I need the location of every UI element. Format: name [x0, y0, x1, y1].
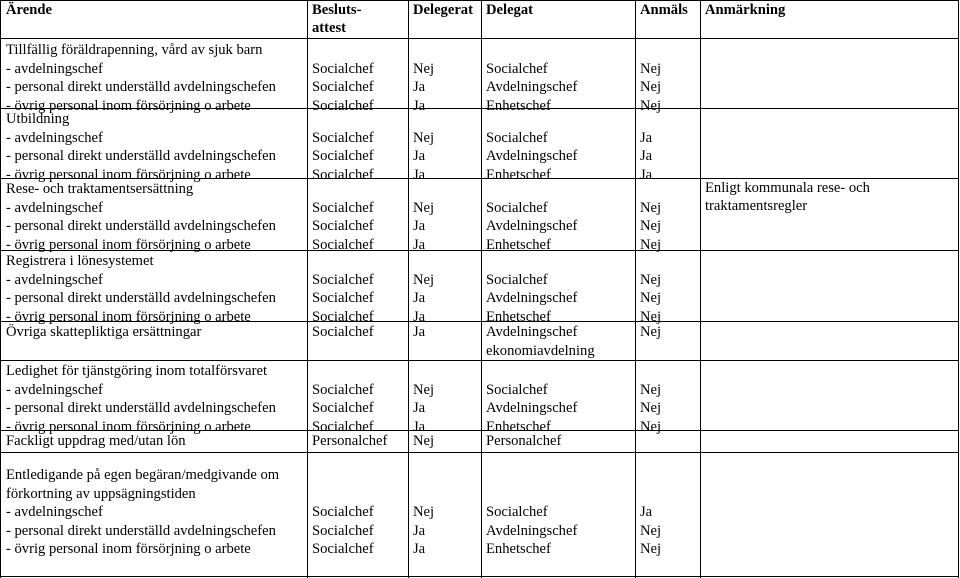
- row-label: - övrig personal inom försörjning o arbete: [6, 418, 251, 435]
- header-beslutsattest-2: attest: [312, 20, 347, 36]
- group-title-line2: förkortning av uppsägningstiden: [6, 485, 196, 502]
- cell-anmarkning: Enligt kommunala rese- och: [705, 180, 870, 196]
- table-hline: [0, 38, 959, 39]
- cell-beslutsattest: Socialchef: [312, 522, 374, 539]
- cell-delegat: Avdelningschef: [486, 324, 578, 340]
- cell-anmals: Ja: [640, 504, 653, 520]
- cell-beslutsattest: Socialchef: [312, 166, 374, 183]
- cell-beslutsattest: Socialchef: [312, 308, 374, 325]
- cell-beslutsattest: Socialchef: [312, 236, 374, 253]
- cell-delegat: Enhetschef: [486, 541, 551, 557]
- cell-delegat: Enhetschef: [486, 236, 551, 253]
- cell-anmals: Ja: [640, 148, 653, 164]
- cell-delegerat: Ja: [413, 148, 426, 164]
- cell-delegat: Avdelningschef: [486, 522, 578, 539]
- row-label: - övrig personal inom försörjning o arbete: [6, 541, 251, 557]
- cell-delegat: Enhetschef: [486, 308, 551, 325]
- row-label: - avdelningschef: [6, 129, 103, 146]
- cell-beslutsattest: Socialchef: [312, 400, 374, 416]
- cell-anmals: Nej: [640, 218, 662, 234]
- cell-delegat: Avdelningschef: [486, 79, 578, 95]
- cell-delegat: Socialchef: [486, 129, 548, 146]
- cell-beslutsattest: Socialchef: [312, 60, 374, 77]
- cell-anmals: Nej: [640, 60, 662, 77]
- cell-beslutsattest: Socialchef: [312, 324, 374, 340]
- table-hline: [0, 452, 959, 453]
- row-label: - avdelningschef: [6, 271, 103, 288]
- cell-delegat-line2: ekonomiavdelning: [486, 342, 595, 359]
- cell-beslutsattest: Socialchef: [312, 504, 374, 520]
- cell-delegerat: Ja: [413, 400, 426, 416]
- cell-anmals: Nej: [640, 400, 662, 416]
- header-anmals: Anmäls: [640, 2, 688, 18]
- header-beslutsattest: Besluts-: [312, 2, 362, 18]
- cell-beslutsattest: Socialchef: [312, 199, 374, 216]
- group-title: Tillfällig föräldrapenning, vård av sjuk barn: [6, 42, 263, 58]
- group-title: Utbildning: [6, 111, 70, 127]
- table-vline: [0, 0, 1, 578]
- cell-anmals: Ja: [640, 166, 653, 183]
- cell-delegat: Socialchef: [486, 271, 548, 288]
- cell-delegerat: Ja: [413, 218, 426, 234]
- group-title: Fackligt uppdrag med/utan lön: [6, 433, 186, 449]
- cell-beslutsattest: Socialchef: [312, 218, 374, 234]
- table-hline: [0, 0, 959, 1]
- cell-delegat: Enhetschef: [486, 97, 551, 114]
- cell-anmals: Nej: [640, 324, 662, 340]
- cell-delegat: Enhetschef: [486, 166, 551, 183]
- cell-beslutsattest: Socialchef: [312, 418, 374, 435]
- cell-anmals: Nej: [640, 290, 662, 306]
- cell-delegat: Avdelningschef: [486, 218, 578, 234]
- cell-anmals: Nej: [640, 522, 662, 539]
- group-title: Registrera i lönesystemet: [6, 253, 154, 269]
- row-label: - avdelningschef: [6, 60, 103, 77]
- cell-delegerat: Ja: [413, 290, 426, 306]
- cell-beslutsattest: Socialchef: [312, 290, 374, 306]
- cell-delegerat: Ja: [413, 79, 426, 95]
- table-vline: [700, 0, 701, 578]
- cell-beslutsattest: Socialchef: [312, 79, 374, 95]
- cell-delegat: Personalchef: [486, 433, 562, 449]
- row-label: - avdelningschef: [6, 381, 103, 398]
- cell-delegerat: Ja: [413, 166, 426, 183]
- row-label: - avdelningschef: [6, 199, 103, 216]
- cell-beslutsattest: Socialchef: [312, 541, 374, 557]
- group-title: Övriga skattepliktiga ersättningar: [6, 324, 202, 340]
- header-delegerat: Delegerat: [413, 2, 473, 18]
- cell-anmals: Nej: [640, 308, 662, 325]
- cell-anmarkning-line2: traktamentsregler: [705, 197, 808, 214]
- cell-anmals: Nej: [640, 381, 662, 398]
- header-anmarkning: Anmärkning: [705, 2, 786, 18]
- row-label: - personal direkt underställd avdelningschefen: [6, 148, 276, 164]
- cell-anmals: Nej: [640, 541, 662, 557]
- table-vline: [635, 0, 636, 578]
- cell-beslutsattest: Socialchef: [312, 148, 374, 164]
- cell-anmals: Nej: [640, 97, 662, 114]
- row-label: - övrig personal inom försörjning o arbete: [6, 236, 251, 253]
- cell-delegat: Socialchef: [486, 504, 548, 520]
- header-delegat: Delegat: [486, 2, 534, 18]
- cell-delegerat: Nej: [413, 199, 435, 216]
- cell-delegerat: Ja: [413, 522, 426, 539]
- cell-anmals: Ja: [640, 129, 653, 146]
- table-vline: [307, 0, 308, 578]
- cell-delegat: Socialchef: [486, 199, 548, 216]
- row-label: - personal direkt underställd avdelningschefen: [6, 400, 276, 416]
- cell-anmals: Nej: [640, 236, 662, 253]
- row-label: - personal direkt underställd avdelningschefen: [6, 290, 276, 306]
- cell-delegerat: Nej: [413, 504, 435, 520]
- row-label: - personal direkt underställd avdelningschefen: [6, 79, 276, 95]
- cell-delegerat: Ja: [413, 324, 426, 340]
- cell-delegerat: Nej: [413, 271, 435, 288]
- cell-delegat: Enhetschef: [486, 418, 551, 435]
- header-arende: Ärende: [6, 2, 52, 18]
- cell-anmals: Nej: [640, 199, 662, 216]
- row-label: - övrig personal inom försörjning o arbete: [6, 97, 251, 114]
- cell-delegerat: Nej: [413, 129, 435, 146]
- cell-beslutsattest: Socialchef: [312, 97, 374, 114]
- cell-delegerat: Ja: [413, 541, 426, 557]
- cell-beslutsattest: Socialchef: [312, 129, 374, 146]
- cell-delegerat: Ja: [413, 97, 426, 114]
- table-hline: [0, 576, 959, 577]
- cell-anmals: Nej: [640, 79, 662, 95]
- cell-delegerat: Ja: [413, 236, 426, 253]
- group-title: Ledighet för tjänstgöring inom totalförsvaret: [6, 363, 267, 379]
- cell-beslutsattest: Personalchef: [312, 433, 388, 449]
- cell-delegat: Avdelningschef: [486, 290, 578, 306]
- cell-beslutsattest: Socialchef: [312, 381, 374, 398]
- row-label: - övrig personal inom försörjning o arbete: [6, 308, 251, 325]
- cell-anmals: Nej: [640, 271, 662, 288]
- row-label: - övrig personal inom försörjning o arbete: [6, 166, 251, 183]
- row-label: - personal direkt underställd avdelningschefen: [6, 218, 276, 234]
- table-hline: [0, 360, 959, 361]
- row-label: - avdelningschef: [6, 504, 103, 520]
- cell-anmals: Nej: [640, 418, 662, 435]
- cell-delegerat: Nej: [413, 60, 435, 77]
- group-title: Entledigande på egen begäran/medgivande om: [6, 467, 280, 483]
- cell-delegat: Socialchef: [486, 381, 548, 398]
- table-vline: [481, 0, 482, 578]
- cell-delegat: Socialchef: [486, 60, 548, 77]
- table-vline: [408, 0, 409, 578]
- table-vline: [958, 0, 959, 578]
- cell-delegerat: Nej: [413, 381, 435, 398]
- cell-delegat: Avdelningschef: [486, 148, 578, 164]
- cell-beslutsattest: Socialchef: [312, 271, 374, 288]
- group-title: Rese- och traktamentsersättning: [6, 181, 194, 197]
- cell-delegat: Avdelningschef: [486, 400, 578, 416]
- row-label: - personal direkt underställd avdelningschefen: [6, 522, 276, 539]
- cell-delegerat: Ja: [413, 418, 426, 435]
- cell-delegerat: Ja: [413, 308, 426, 325]
- cell-delegerat: Nej: [413, 433, 435, 449]
